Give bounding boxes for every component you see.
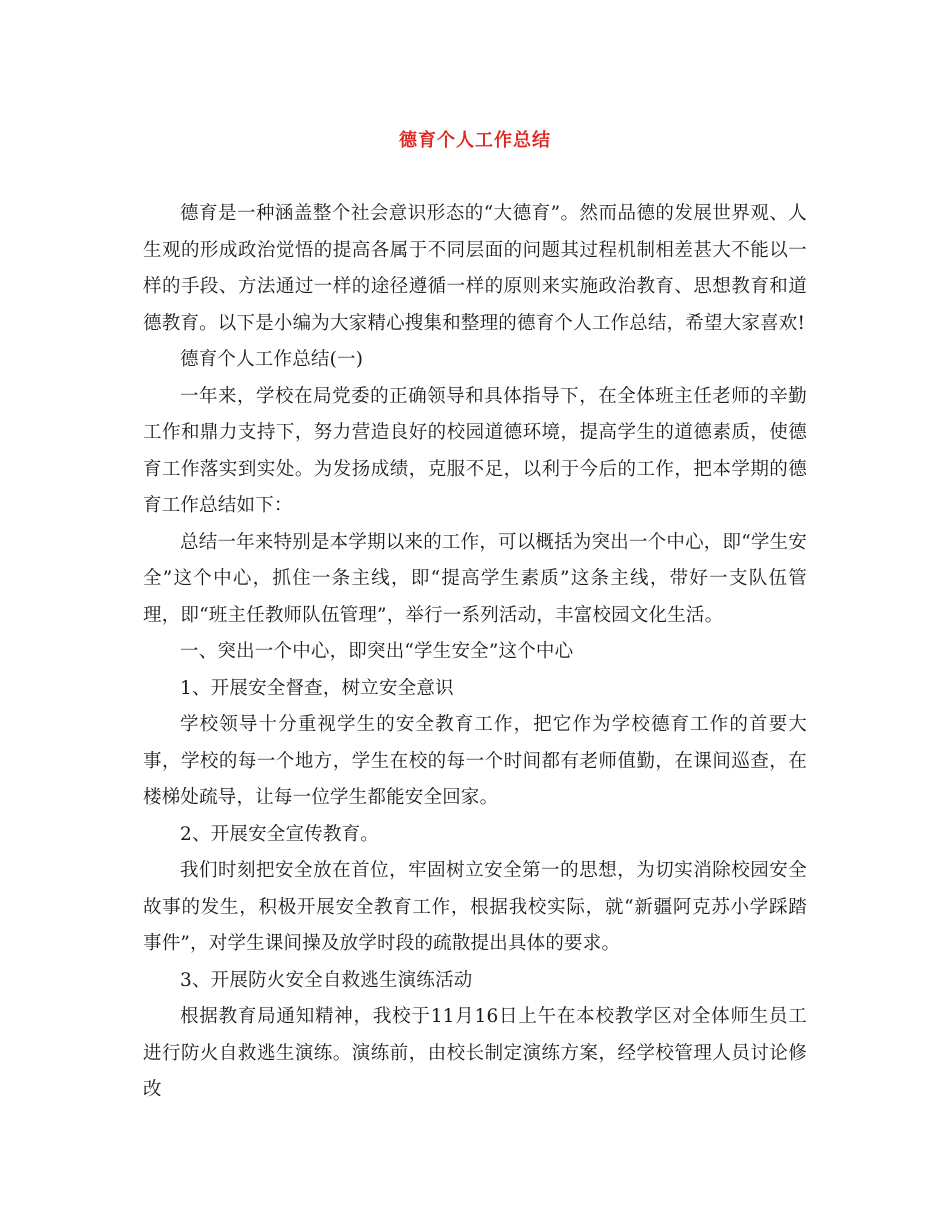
subheading: 1、开展安全督查，树立安全意识	[180, 677, 454, 699]
subheading: 3、开展防火安全自救逃生演练活动	[180, 969, 473, 991]
paragraph-intro: 德育是一种涵盖整个社会意识形态的“大德育”。然而品德的发展世界观、人生观的形成政治觉悟的提高各属于不同层面的问题其过程机制相差甚大不能以一样的手段、方法通过一样的途径遵循一样的原则来实施政治教育、思想教育和道德教育。以下是小编为大家精心搜集和整理的德育个人工作总结，希望大家喜欢!	[143, 203, 807, 334]
section-heading-1: 德育个人工作总结(一)	[180, 349, 364, 370]
document-body	[143, 196, 807, 1109]
paragraph: 总结一年来特别是本学期以来的工作，可以概括为突出一个中心，即“学生安全”这个中心，抓住一条主线，即“提高学生素质”这条主线，带好一支队伍管理，即“班主任教师队伍管理”，举行一系列活动，丰富校园文化生活。	[143, 531, 807, 626]
paragraph: 我们时刻把安全放在首位，牢固树立安全第一的思想，为切实消除校园安全故事的发生，积极开展安全教育工作，根据我校实际，就“新疆阿克苏小学踩踏事件”，对学生课间操及放学时段的疏散提出具体的要求。	[143, 860, 807, 954]
subheading: 一、突出一个中心，即突出“学生安全”这个中心	[180, 641, 574, 662]
paragraph: 根据教育局通知精神，我校于11月16日上午在本校教学区对全体师生员工进行防火自救逃生演练。演练前，由校长制定演练方案，经学校管理人员讨论修改	[143, 1006, 807, 1100]
paragraph: 一年来，学校在局党委的正确领导和具体指导下，在全体班主任老师的辛勤工作和鼎力支持下，努力营造良好的校园道德环境，提高学生的道德素质，使德育工作落实到实处。为发扬成绩，克服不足，以利于今后的工作，把本学期的德育工作总结如下：	[143, 385, 807, 516]
subheading: 2、开展安全宣传教育。	[180, 823, 379, 845]
paragraph: 学校领导十分重视学生的安全教育工作，把它作为学校德育工作的首要大事，学校的每一个地方，学生在校的每一个时间都有老师值勤，在课间巡查，在楼梯处疏导，让每一位学生都能安全回家。	[143, 714, 807, 808]
document-title: 德育个人工作总结	[399, 130, 551, 151]
